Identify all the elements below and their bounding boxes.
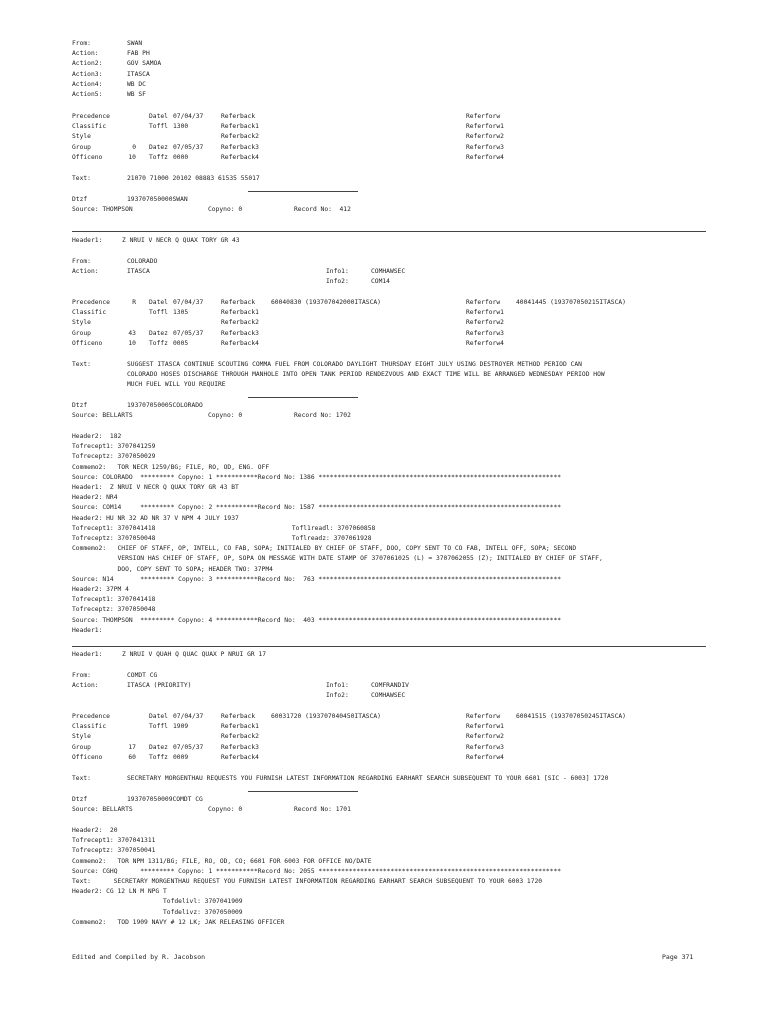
text-end-rule <box>248 397 358 398</box>
grid-value: 07/05/37 <box>173 329 204 337</box>
grid-value: 1909 <box>173 723 189 731</box>
log-line: Header2: 20 <box>72 827 118 834</box>
grid-label: Referforw2 <box>466 319 504 327</box>
copyno: Copyno: 0 <box>208 412 243 419</box>
grid-label: Toffl <box>149 309 168 317</box>
grid-label: Referforw <box>466 113 501 120</box>
field-label: Text: <box>72 175 91 182</box>
field-value: 193707050009COMDT CG <box>127 796 203 803</box>
grid-label: Referback3 <box>221 329 259 337</box>
copyno: Copyno: 0 <box>208 806 243 813</box>
field-value: 193707050000SWAN <box>127 196 188 203</box>
log-line: Commemo2: CHIEF OF STAFF, OP, INTELL, CO FAB, SOPA; INITIALED BY CHIEF OF STAFF, DOO, COPY SENT TO CO FAB, INTELL OFF, SOPA; SECOND <box>72 545 577 553</box>
grid-label: Officeno <box>72 339 103 347</box>
field-value: GOV SAMOA <box>127 60 162 68</box>
field-value: COMHAWSEC <box>371 268 406 275</box>
log-line: Header2: 182 <box>72 433 122 440</box>
grid-label: Referforw <box>466 299 501 306</box>
grid-value: 07/04/37 <box>173 713 204 720</box>
log-line: DOO, COPY SENT TO SOPA; HEADER TWO: 37PM4 <box>72 565 273 573</box>
grid-value: 10 <box>128 339 136 347</box>
grid-value: 43 <box>128 329 136 337</box>
grid-label: Referback4 <box>221 753 259 761</box>
field-label: Action: <box>72 50 99 58</box>
grid-label: Referforw4 <box>466 753 504 761</box>
grid-value: 17 <box>128 743 136 751</box>
log-line: Source: THOMPSON ********* Copyno: 4 ***********Record No: 403 **************************************************************** <box>72 616 562 624</box>
grid-value: 07/04/37 <box>173 113 204 120</box>
grid-value: 0 <box>132 143 136 151</box>
log-line: Header2: HU NR 32 AD NR 37 V NPM 4 JULY 1937 <box>72 514 239 522</box>
log-line: Commemo2: TOR NECR 1259/BG; FILE, RO, OD, ENG. OFF <box>72 463 270 471</box>
field-label: Action: <box>72 268 99 275</box>
grid-label: Group <box>72 743 91 751</box>
log-line: Commemo2: TOR NPM 1311/BG; FILE, RO, OD, CO; 6601 FOR 6003 FOR OFFICE NO/DATE <box>72 857 372 865</box>
grid-value: 0005 <box>173 339 189 347</box>
field-value: 193707050005COLORADO <box>127 402 203 409</box>
field-value: Z NRUI V QUAH Q QUAC QUAX P NRUI GR 17 <box>122 651 267 658</box>
grid-label: Referforw1 <box>466 309 504 317</box>
field-label: Info1: <box>326 682 349 689</box>
field-label: From: <box>72 40 91 47</box>
grid-label: Referback4 <box>221 153 259 161</box>
field-label: Action2: <box>72 60 103 68</box>
grid-value: 60 <box>128 753 136 761</box>
source-line: Source: BELLARTS <box>72 806 133 813</box>
field-value: FAB PH <box>127 50 150 58</box>
log-line: Tofrecept1: 3707041418 <box>72 596 156 604</box>
message-text: MUCH FUEL WILL YOU REQUIRE <box>127 381 226 389</box>
footer-credit: Edited and Compiled by R. Jacobson <box>72 953 206 961</box>
source-line: Source: BELLARTS <box>72 412 133 419</box>
field-label: Dtzf <box>72 796 88 803</box>
grid-value: 1305 <box>173 309 189 317</box>
log-line: Header2: CG 12 LN M NPG T <box>72 888 167 896</box>
grid-label: Style <box>72 733 91 741</box>
log-line: Tofreceptz: 3707050041 <box>72 847 156 855</box>
grid-label: Datez <box>149 329 168 337</box>
grid-label: Classific <box>72 309 107 317</box>
record-no: Record No: 1701 <box>294 806 351 813</box>
grid-label: Referback1 <box>221 723 259 731</box>
grid-label: Classific <box>72 123 107 131</box>
grid-value: 10 <box>128 153 136 161</box>
grid-label: Referforw3 <box>466 743 504 751</box>
field-value: WB DC <box>127 80 146 88</box>
field-label: Action4: <box>72 80 103 88</box>
grid-label: Toffz <box>149 339 168 347</box>
field-label: Action5: <box>72 91 103 98</box>
field-label: Text: <box>72 361 91 368</box>
grid-label: Datel <box>149 113 168 120</box>
grid-value: 07/04/37 <box>173 299 204 306</box>
field-value: ITASCA <box>127 70 150 78</box>
log-line: Header1: Z NRUI V NECR Q QUAX TORY GR 43 BT <box>72 484 239 491</box>
message-text: 21070 71000 20102 08883 61535 55017 <box>127 175 260 182</box>
grid-label: Referforw4 <box>466 339 504 347</box>
text-end-rule <box>248 791 358 792</box>
grid-value: 07/05/37 <box>173 743 204 751</box>
field-label: Action: <box>72 682 99 689</box>
message-text: COLORADO HOSES DISCHARGE THROUGH MANHOLE INTO OPEN TANK PERIOD RENDEZVOUS AND EXACT TIME WILL BE ARRANGED WEDNESDAY PERIOD HOW <box>127 371 605 379</box>
log-line: Header2: 37PM 4 <box>72 586 129 593</box>
log-line: Tofdelivz: 3707050009 <box>72 908 243 916</box>
grid-label: Referforw1 <box>466 723 504 731</box>
log-line: Tofreceptz: 3707050048 Toflreadz: 3707061928 <box>72 535 372 542</box>
grid-label: Referforw3 <box>466 329 504 337</box>
grid-label: Precedence <box>72 299 110 306</box>
grid-value: 0000 <box>173 153 189 161</box>
field-value: COMHAWSEC <box>371 692 406 699</box>
field-label: Info2: <box>326 692 349 699</box>
text-end-rule <box>248 191 358 192</box>
field-label: Header1: <box>72 237 103 244</box>
page-number: Page 371 <box>662 953 694 961</box>
grid-label: Precedence <box>72 113 110 120</box>
grid-value: 1300 <box>173 123 189 131</box>
field-label: Dtzf <box>72 196 88 203</box>
grid-label: Datez <box>149 743 168 751</box>
record-separator <box>72 646 706 647</box>
grid-label: Group <box>72 143 91 151</box>
grid-label: Toffz <box>149 153 168 161</box>
log-line: Source: CGHQ ********* Copyno: 1 ***********Record No: 2055 **************************************************************** <box>72 867 562 875</box>
grid-label: Referforw2 <box>466 733 504 741</box>
grid-label: Datez <box>149 143 168 151</box>
log-line: Header2: NR4 <box>72 494 118 502</box>
grid-label: Referforw2 <box>466 133 504 141</box>
field-label: From: <box>72 258 91 265</box>
grid-label: Style <box>72 133 91 141</box>
field-value: COMDT CG <box>127 672 158 679</box>
source-line: Source: THOMPSON <box>72 206 133 213</box>
copyno: Copyno: 0 <box>208 206 243 213</box>
field-value: COLORADO <box>127 258 158 265</box>
log-line: Tofreceptz: 3707050029 <box>72 453 156 461</box>
grid-value: 60041515 (193707050245ITASCA) <box>516 713 626 720</box>
grid-label: Referback2 <box>221 733 259 741</box>
grid-label: Referback2 <box>221 319 259 327</box>
grid-label: Referback <box>221 713 256 720</box>
field-value: COM14 <box>371 278 390 285</box>
grid-value: 60031720 (193707040450ITASCA) <box>271 713 381 720</box>
grid-label: Referback1 <box>221 309 259 317</box>
field-value: WB SF <box>127 91 146 98</box>
log-line: Commemo2: TOD 1909 NAVY # 12 LK; JAK RELEASING OFFICER <box>72 918 285 926</box>
grid-label: Officeno <box>72 153 103 161</box>
log-line: Source: N14 ********* Copyno: 3 ***********Record No: 763 **************************************************************** <box>72 575 562 583</box>
grid-label: Toffz <box>149 753 168 761</box>
grid-label: Precedence <box>72 713 110 720</box>
field-label: Text: <box>72 775 91 782</box>
field-value: Z NRUI V NECR Q QUAX TORY GR 43 <box>122 237 240 244</box>
grid-value: 40041445 (193707050215ITASCA) <box>516 299 626 306</box>
grid-label: Referforw4 <box>466 153 504 161</box>
grid-label: Referforw <box>466 713 501 720</box>
grid-label: Toffl <box>149 723 168 731</box>
grid-label: Datel <box>149 713 168 720</box>
field-label: Info2: <box>326 278 349 285</box>
log-line: Header1: <box>72 626 103 634</box>
log-line: Tofdelivl: 3707041909 <box>72 898 243 906</box>
grid-label: Referforw3 <box>466 143 504 151</box>
log-line: Tofrecept1: 3707041259 <box>72 443 156 451</box>
grid-label: Referback <box>221 113 256 120</box>
record-separator <box>72 231 706 232</box>
record-no: Record No: 412 <box>294 206 351 213</box>
grid-label: Referforw1 <box>466 123 504 131</box>
grid-value: R <box>132 299 136 306</box>
log-line: Tofreceptz: 3707050048 <box>72 606 156 614</box>
grid-label: Referback4 <box>221 339 259 347</box>
log-line: Tofrecept1: 3707041311 <box>72 837 156 845</box>
log-line: Source: COM14 ********* Copyno: 2 ***********Record No: 1587 **************************************************************** <box>72 504 562 512</box>
grid-label: Referback <box>221 299 256 306</box>
message-text: SECRETARY MORGENTHAU REQUESTS YOU FURNISH LATEST INFORMATION REGARDING EARHART SEARCH SUBSEQUENT TO YOUR 6601 [SIC - 6003] 1720 <box>127 775 609 782</box>
field-label: Header1: <box>72 651 103 658</box>
field-label: From: <box>72 672 91 679</box>
grid-label: Referback1 <box>221 123 259 131</box>
field-value: SWAN <box>127 40 143 47</box>
grid-label: Datel <box>149 299 168 306</box>
grid-value: 0009 <box>173 753 189 761</box>
field-label: Action3: <box>72 70 103 78</box>
log-line: VERSION HAS CHIEF OF STAFF, OP, SOPA ON MESSAGE WITH DATE STAMP OF 3707061025 (L) = 3707062055 (Z); INITIALED BY CHIEF OF STAFF, <box>72 555 603 563</box>
grid-label: Group <box>72 329 91 337</box>
log-line: Text: SECRETARY MORGENTHAU REQUEST YOU FURNISH LATEST INFORMATION REGARDING EARHART SEARCH SUBSEQUENT TO YOUR 6003 1720 <box>72 878 543 885</box>
grid-label: Toffl <box>149 123 168 131</box>
grid-value: 60040830 (193707042000ITASCA) <box>271 299 381 306</box>
field-label: Dtzf <box>72 402 88 409</box>
field-value: COMFRANDIV <box>371 682 409 689</box>
grid-label: Referback3 <box>221 143 259 151</box>
grid-label: Referback2 <box>221 133 259 141</box>
grid-label: Classific <box>72 723 107 731</box>
grid-value: 07/05/37 <box>173 143 204 151</box>
field-value: ITASCA (PRIORITY) <box>127 682 192 689</box>
field-label: Info1: <box>326 268 349 275</box>
grid-label: Officeno <box>72 753 103 761</box>
grid-label: Style <box>72 319 91 327</box>
field-value: ITASCA <box>127 268 150 275</box>
grid-label: Referback3 <box>221 743 259 751</box>
log-line: Tofrecept1: 3707041418 Tofl1readl: 3707060858 <box>72 524 376 532</box>
log-line: Source: COLORADO ********* Copyno: 1 ***********Record No: 1386 **************************************************************** <box>72 473 562 481</box>
record-no: Record No: 1702 <box>294 412 351 419</box>
message-text: SUGGEST ITASCA CONTINUE SCOUTING COMMA FUEL FROM COLORADO DAYLIGHT THURSDAY EIGHT JULY USING DESTROYER METHOD PERIOD CAN <box>127 361 582 368</box>
